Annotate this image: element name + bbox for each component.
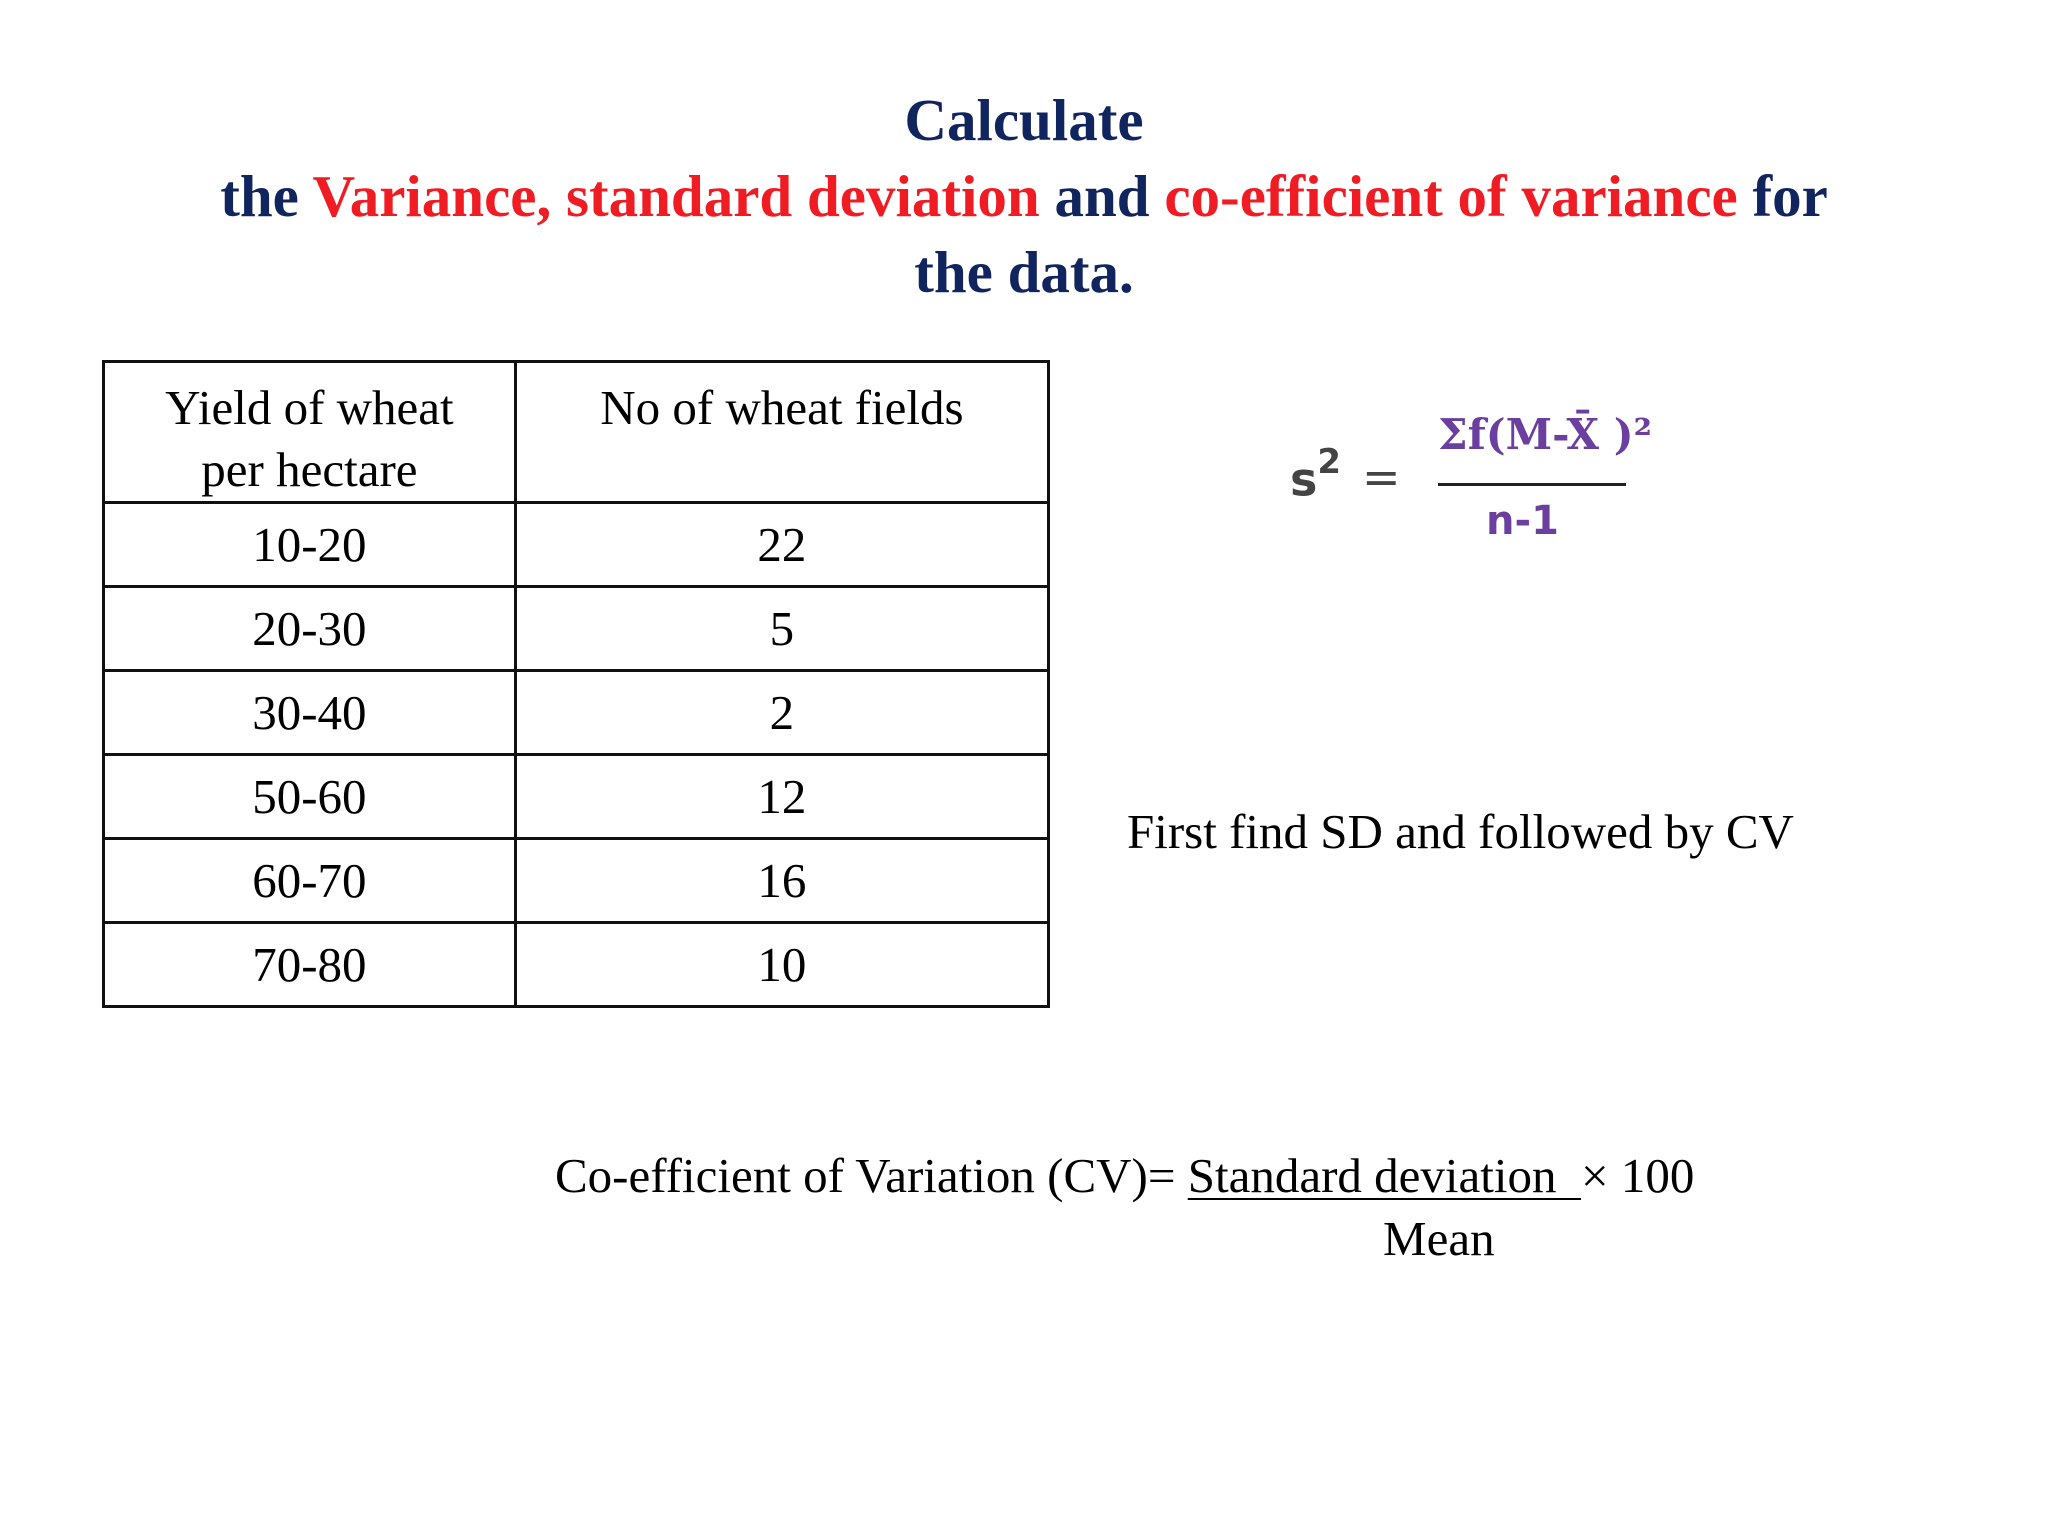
table-row — [104, 587, 1049, 671]
table-row — [104, 923, 1049, 1007]
cell-yield: 70-80 — [104, 923, 516, 1007]
title-coefficient: co-efficient of variance — [1164, 163, 1738, 229]
cell-yield: 10-20 — [104, 503, 516, 587]
cell-fields: 12 — [515, 755, 1048, 839]
title-for: for — [1737, 163, 1828, 229]
variance-symbol — [1290, 442, 1342, 507]
header-yield-line-1: Yield of wheat — [165, 380, 454, 435]
table-header-row — [104, 362, 1049, 503]
title-line-2 — [0, 158, 2048, 234]
slide-title — [0, 82, 2048, 310]
title-line-3: the data. — [914, 239, 1134, 305]
variance-s: s — [1290, 452, 1318, 507]
fraction-bar — [1438, 483, 1626, 486]
cell-fields: 10 — [515, 923, 1048, 1007]
table-row — [104, 755, 1049, 839]
cell-yield: 20-30 — [104, 587, 516, 671]
cv-label: Co-efficient of Variation (CV)= — [555, 1148, 1188, 1203]
variance-equals: = — [1362, 450, 1401, 504]
cell-yield: 50-60 — [104, 755, 516, 839]
header-yield — [104, 362, 516, 503]
cv-numerator: Standard deviation — [1187, 1148, 1581, 1203]
variance-denominator: n-1 — [1486, 498, 1559, 544]
variance-numerator: Σf(M-X̄ )² — [1438, 410, 1652, 459]
variance-exponent: 2 — [1317, 442, 1342, 482]
cell-yield: 60-70 — [104, 839, 516, 923]
title-variance-sd: Variance, standard deviation — [312, 163, 1040, 229]
cell-fields: 16 — [515, 839, 1048, 923]
table-row — [104, 503, 1049, 587]
cv-formula — [555, 1147, 1694, 1204]
variance-formula — [1290, 410, 1650, 560]
cell-fields: 2 — [515, 671, 1048, 755]
cell-fields: 22 — [515, 503, 1048, 587]
cell-fields: 5 — [515, 587, 1048, 671]
cell-yield: 30-40 — [104, 671, 516, 755]
instruction-note: First find SD and followed by CV — [1127, 804, 1794, 859]
title-line-1: Calculate — [904, 87, 1144, 153]
table-row — [104, 839, 1049, 923]
cv-denominator: Mean — [1383, 1211, 1495, 1266]
cv-multiplier: × 100 — [1581, 1148, 1695, 1203]
header-yield-line-2: per hectare — [201, 442, 418, 497]
wheat-yield-table — [102, 360, 1050, 1008]
title-the: the — [220, 163, 313, 229]
header-fields: No of wheat fields — [515, 362, 1048, 503]
title-and: and — [1039, 163, 1165, 229]
table-row — [104, 671, 1049, 755]
